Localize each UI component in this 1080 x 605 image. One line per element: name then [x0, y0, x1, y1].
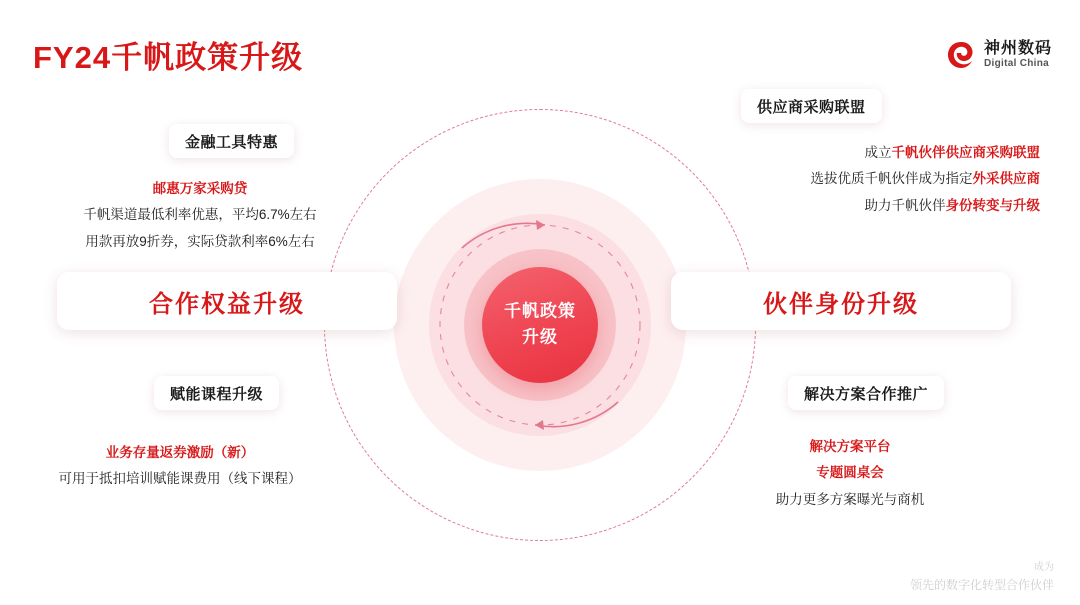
supply-line-2 — [640, 166, 1040, 192]
chip-course-upgrade[interactable] — [154, 376, 279, 410]
supply-line-2-em: 外采供应商 — [972, 171, 1040, 187]
block-financial-tools — [40, 176, 360, 255]
supply-line-3-em: 身份转变与升级 — [945, 197, 1040, 213]
brand-logo — [946, 40, 1052, 70]
page-title: FY24千帆政策升级 — [33, 40, 304, 75]
solution-line-1: 助力更多方案曝光与商机 — [775, 491, 925, 507]
chip-course-label: 赋能课程升级 — [170, 385, 264, 403]
supply-line-2-pre: 选拔优质千帆伙伴成为指定 — [810, 171, 973, 187]
logo-name-cn: 神州数码 — [983, 40, 1052, 58]
finance-heading: 邮惠万家采购贷 — [152, 181, 248, 196]
block-course-upgrade — [20, 440, 340, 493]
pill-partner-benefits-upgrade[interactable] — [57, 272, 397, 330]
course-heading: 业务存量返券激励（新） — [105, 445, 255, 460]
logo-text — [984, 40, 1052, 70]
finance-line-2: 用款再放9折券，实际贷款利率6%左右 — [85, 233, 315, 249]
footer-slogan — [910, 560, 1054, 595]
center-label — [480, 299, 600, 352]
course-line-1: 可用于抵扣培训赋能课费用（线下课程） — [58, 471, 302, 487]
chip-solution-promotion[interactable] — [788, 376, 944, 410]
pill-right-label: 伙伴身份升级 — [763, 290, 919, 318]
chip-supplier-alliance[interactable] — [741, 89, 882, 123]
supply-line-1-pre: 成立 — [864, 145, 892, 160]
chip-solution-label: 解决方案合作推广 — [804, 385, 929, 403]
pill-partner-identity-upgrade[interactable] — [671, 272, 1011, 330]
solution-heading-2: 专题圆桌会 — [816, 465, 884, 481]
solution-heading-1: 解决方案平台 — [809, 439, 891, 454]
chip-finance-label: 金融工具特惠 — [185, 133, 279, 151]
footer-line-2: 领先的数字化转型合作伙伴 — [909, 577, 1054, 592]
supply-line-1 — [640, 140, 1040, 166]
pill-left-label: 合作权益升级 — [149, 290, 305, 318]
supply-line-3-pre: 助力千帆伙伴 — [864, 197, 946, 213]
supply-line-1-em: 千帆伙伴供应商采购联盟 — [891, 145, 1040, 160]
finance-line-1: 千帆渠道最低利率优惠，平均6.7%左右 — [83, 207, 317, 223]
chip-financial-tools[interactable] — [169, 124, 294, 158]
footer-line-1: 成为 — [1034, 561, 1054, 573]
block-supplier-alliance — [640, 140, 1040, 219]
supply-line-3 — [640, 193, 1040, 219]
block-solution-promotion — [700, 434, 1000, 513]
chip-supply-label: 供应商采购联盟 — [757, 98, 866, 116]
logo-name-en: Digital China — [983, 58, 1049, 70]
digital-china-swirl-logo-icon — [946, 40, 976, 70]
center-label-line2: 升级 — [522, 328, 558, 347]
center-label-line1: 千帆政策 — [504, 301, 576, 321]
